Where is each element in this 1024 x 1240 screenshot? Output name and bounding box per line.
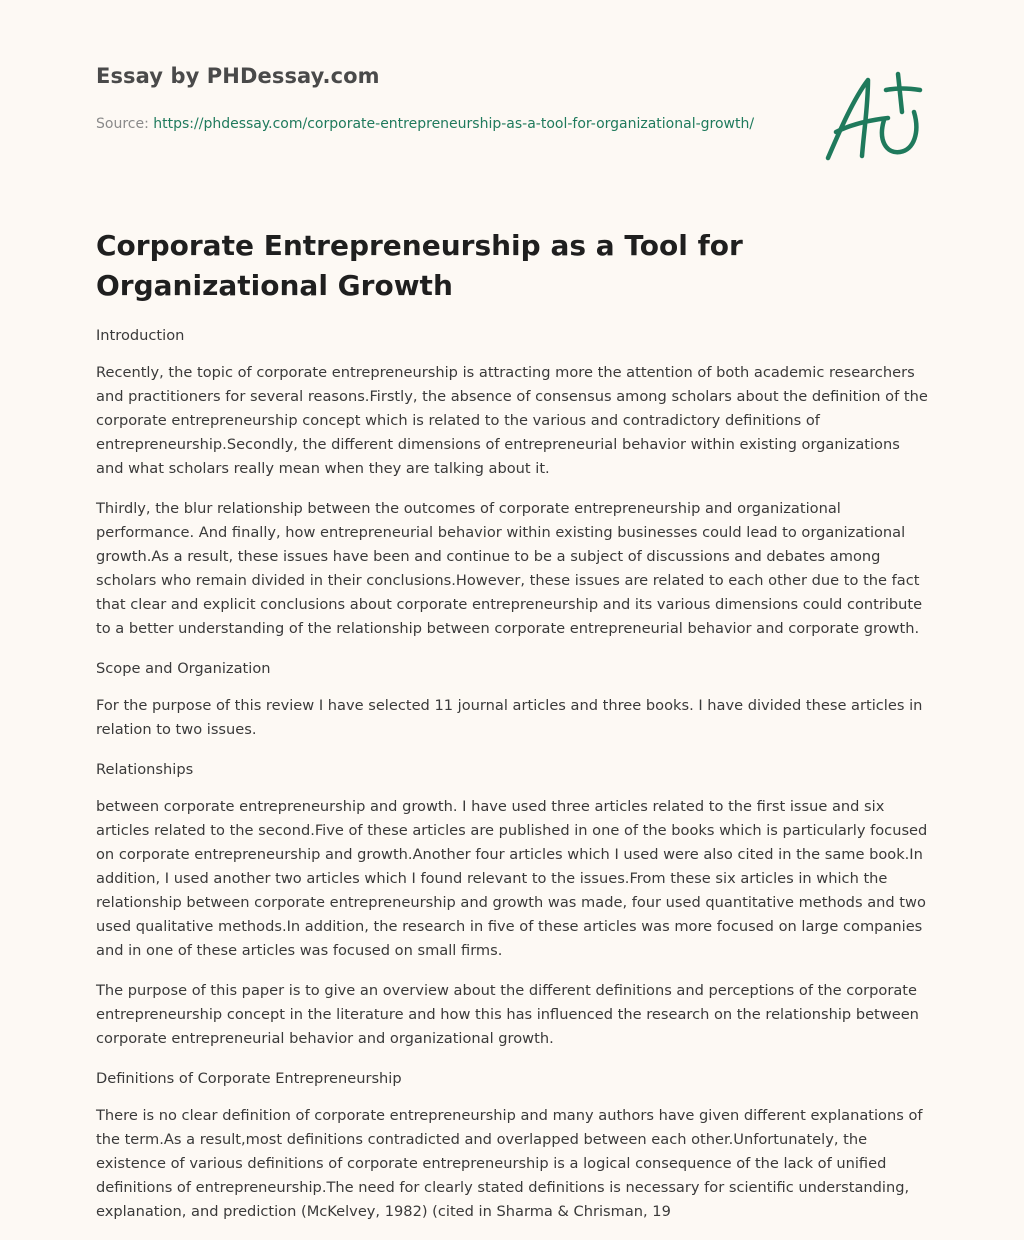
- section-heading: Introduction: [96, 327, 185, 344]
- body-paragraph: between corporate entrepreneurship and growth. I have used three articles related to the first issue and six articles related to the second.Five of these articles are published in one of the books which is particularly focused on corporate entrepreneurship and growth.Another four articles which I used were also cited in the same book.In addition, I used another two articles which I found relevant to the issues.From these six articles in which the relationship between corporate entrepreneurship and growth was made, four used quantitative methods and two used qualitative methods.In addition, the research in five of these articles was more focused on large companies and in one of these articles was focused on small firms.: [96, 798, 928, 959]
- essay-body: [96, 324, 928, 1240]
- body-paragraph: The purpose of this paper is to give an overview about the different definitions and perceptions of the corporate entrepreneurship concept in the literature and how this has influenced the research on the relationship between corporate entrepreneurial behavior and organizational growth.: [96, 982, 919, 1047]
- body-paragraph: There is no clear definition of corporate entrepreneurship and many authors have given different explanations of the term.As a result,most definitions contradicted and overlapped between each other.Unfortunately, the existence of various definitions of corporate entrepreneurship is a logical consequence of the lack of unified definitions of entrepreneurship.The need for clearly stated definitions is necessary for scientific understanding, explanation, and prediction (McKelvey, 1982) (cited in Sharma & Chrisman, 19: [96, 1107, 923, 1220]
- body-paragraph: Thirdly, the blur relationship between the outcomes of corporate entrepreneurship and organizational performance. And finally, how entrepreneurial behavior within existing businesses could lead to organizational growth.As a result, these issues have been and continue to be a subject of discussions and debates among scholars who remain divided in their conclusions.However, these issues are related to each other due to the fact that clear and explicit conclusions about corporate entrepreneurship and its various dimensions could contribute to a better understanding of the relationship between corporate entrepreneurial behavior and corporate growth.: [96, 500, 923, 637]
- body-paragraph: Recently, the topic of corporate entrepreneurship is attracting more the attention of both academic researchers and practitioners for several reasons.Firstly, the absence of consensus among scholars about the definition of the corporate entrepreneurship concept which is related to the various and contradictory definitions of entrepreneurship.Secondly, the different dimensions of entrepreneurial behavior within existing organizations and what scholars really mean when they are talking about it.: [96, 364, 928, 477]
- source-link[interactable]: https://phdessay.com/corporate-entrepreneurship-as-a-tool-for-organizational-growth/: [153, 116, 755, 132]
- section-heading: Definitions of Corporate Entrepreneurship: [96, 1070, 402, 1087]
- section-heading: Scope and Organization: [96, 660, 271, 677]
- a-plus-logo-icon: [822, 68, 926, 164]
- site-title: Essay by PHDessay.com: [96, 64, 380, 88]
- essay-title: Corporate Entrepreneurship as a Tool for Organizational Growth: [96, 229, 743, 302]
- section-heading: Relationships: [96, 761, 194, 778]
- source-line: [96, 112, 776, 136]
- body-paragraph: For the purpose of this review I have selected 11 journal articles and three books. I have divided these articles in relation to two issues.: [96, 697, 923, 738]
- source-label: Source:: [96, 116, 154, 132]
